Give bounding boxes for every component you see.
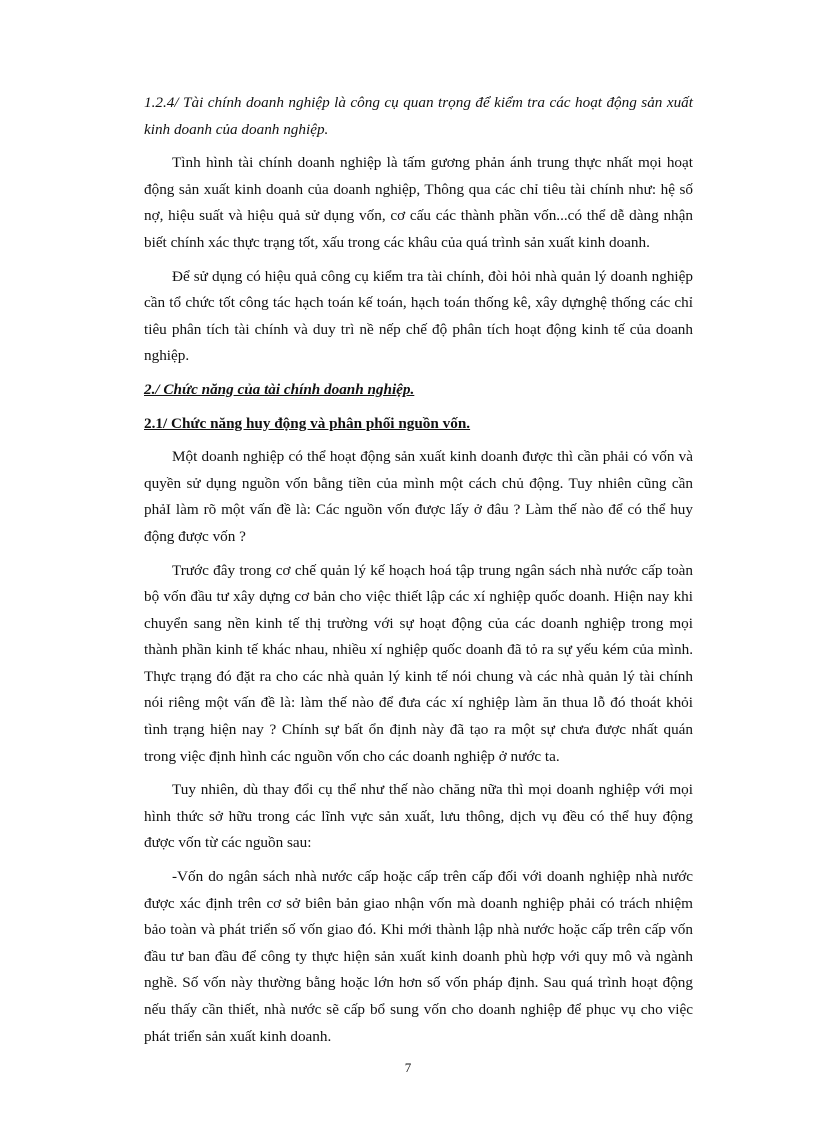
- paragraph: -Vốn do ngân sách nhà nước cấp hoặc cấp trên cấp đối với doanh nghiệp nhà nước được xác định trên cơ sở biên bản giao nhận vốn mà doanh nghiệp phải có trách nhiệm bảo toàn và phát triển số vốn giao đó. Khi mới thành lập nhà nước hoặc cấp trên cấp vốn đầu tư ban đầu để công ty thực hiện sản xuất kinh doanh phù hợp với quy mô và ngành nghề. Số vốn này thường bằng hoặc lớn hơn số vốn pháp định. Sau quá trình hoạt động nếu thấy cần thiết, nhà nước sẽ cấp bổ sung vốn cho doanh nghiệp để phục vụ cho việc phát triển sản xuất kinh doanh.: [144, 868, 693, 1045]
- document-page: [144, 90, 693, 1050]
- section-heading-2: 2./ Chức năng của tài chính doanh nghiệp.: [144, 380, 415, 398]
- paragraph: Để sử dụng có hiệu quả công cụ kiểm tra tài chính, đòi hỏi nhà quản lý doanh nghiệp cần tổ chức tốt công tác hạch toán kế toán, hạch toán thống kê, xây dựnghệ thống các chỉ tiêu phân tích tài chính và duy trì nề nếp chế độ phân tích hoạt động kinh tế của doanh nghiệp.: [144, 267, 693, 365]
- section-heading-1-2-4: 1.2.4/ Tài chính doanh nghiệp là công cụ quan trọng để kiểm tra các hoạt động sản xuất kinh doanh của doanh nghiệp.: [144, 94, 693, 138]
- page-number: 7: [404, 1060, 412, 1075]
- paragraph: Tuy nhiên, dù thay đổi cụ thể như thế nào chăng nữa thì mọi doanh nghiệp với mọi hình thức sở hữu trong các lĩnh vực sản xuất, lưu thông, dịch vụ đều có thể huy động được vốn từ các nguồn sau:: [144, 781, 693, 852]
- paragraph: Tình hình tài chính doanh nghiệp là tấm gương phản ánh trung thực nhất mọi hoạt động sản xuất kinh doanh của doanh nghiệp, Thông qua các chỉ tiêu tài chính như: hệ số nợ, hiệu suất và hiệu quả sử dụng vốn, cơ cấu các thành phần vốn...có thể dễ dàng nhận biết chính xác thực trạng tốt, xấu trong các khâu của quá trình sản xuất kinh doanh.: [144, 154, 693, 251]
- section-heading-2-1: 2.1/ Chức năng huy động và phân phối nguồn vốn.: [144, 414, 471, 432]
- paragraph: Trước đây trong cơ chế quản lý kế hoạch hoá tập trung ngân sách nhà nước cấp toàn bộ vốn đầu tư xây dựng cơ bản cho việc thiết lập các xí nghiệp quốc doanh. Hiện nay khi chuyển sang nền kinh tế thị trường với sự hoạt động của các doanh nghiệp trong mọi thành phần kinh tế khác nhau, nhiều xí nghiệp quốc doanh đã tỏ ra sự yếu kém của mình. Thực trạng đó đặt ra cho các nhà quản lý kinh tế nói chung và các nhà quản lý tài chính nói riêng một vấn đề là: làm thế nào để đưa các xí nghiệp làm ăn thua lỗ đó thoát khỏi tình trạng hiện nay ? Chính sự bất ổn định này đã tạo ra một sự chưa được nhất quán trong việc định hình các nguồn vốn cho các doanh nghiệp ở nước ta.: [144, 561, 693, 765]
- paragraph: Một doanh nghiệp có thể hoạt động sản xuất kinh doanh được thì cần phải có vốn và quyền sử dụng nguồn vốn bằng tiền của mình một cách chủ động. Tuy nhiên cũng cần phảI làm rõ một vấn đề là: Các nguồn vốn được lấy ở đâu ? Làm thế nào để có thể huy động được vốn ?: [144, 448, 693, 545]
